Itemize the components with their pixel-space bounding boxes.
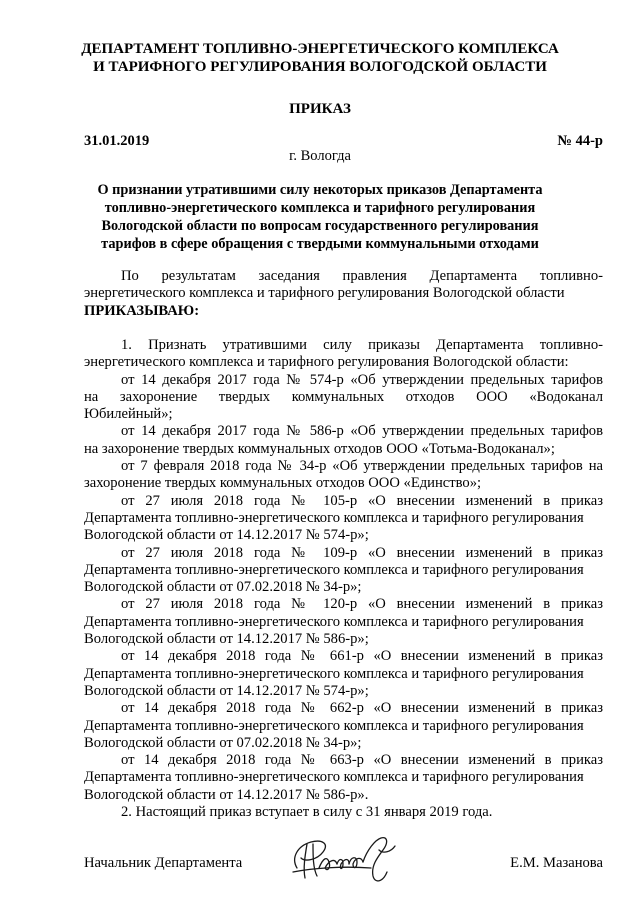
preamble-line: энергетического комплекса и тарифного регулирования Вологодской области [84, 285, 565, 302]
revoked-order-line: Юбилейный»; [84, 406, 173, 423]
order-title-line: топливно-энергетического комплекса и тарифного регулирования [104, 200, 536, 216]
department-header-line-1: ДЕПАРТАМЕНТ ТОПЛИВНО-ЭНЕРГЕТИЧЕСКОГО КОМПЛЕКСА [81, 41, 559, 57]
order-city: г. Вологда [289, 148, 351, 164]
order-word: ПРИКАЗЫВАЮ: [84, 302, 200, 319]
revoked-order-line: от 14 декабря 2018 года № 663-р «О внесении изменений в приказ [121, 752, 603, 769]
order-title-line: О признании утратившими силу некоторых приказов Департамента [97, 182, 543, 198]
revoked-order-line: Департамента топливно-энергетического комплекса и тарифного регулирования [84, 561, 584, 578]
revoked-order-line: от 27 июля 2018 года № 105-р «О внесении изменений в приказ [121, 492, 603, 509]
department-header-line-2: И ТАРИФНОГО РЕГУЛИРОВАНИЯ ВОЛОГОДСКОЙ ОБЛАСТИ [93, 59, 547, 75]
order-title-line: тарифов в сфере обращения с твердыми коммунальными отходами [101, 236, 539, 252]
preamble [84, 268, 603, 320]
revoked-order-line: от 14 декабря 2018 года № 661-р «О внесении изменений в приказ [121, 648, 603, 665]
revoked-order-line: Вологодской области от 14.12.2017 № 574-р»; [84, 682, 369, 699]
revoked-order-line: на захоронение твердых коммунальных отходов ООО «Тотьма-Водоканал»; [84, 440, 555, 457]
revoked-order-line: от 7 февраля 2018 года № 34-р «Об утверждении предельных тарифов на [121, 458, 603, 475]
order-title-line: Вологодской области по вопросам государственного регулирования [101, 218, 539, 234]
signatory-name: Е.М. Мазанова [510, 855, 603, 871]
revoked-order-line: Вологодской области от 07.02.2018 № 34-р»; [84, 734, 362, 751]
handwritten-signature-icon [283, 828, 403, 890]
revoked-order-line: от 14 декабря 2018 года № 662-р «О внесении изменений в приказ [121, 700, 603, 717]
revoked-order-line: от 14 декабря 2017 года № 574-р «Об утверждении предельных тарифов [121, 371, 603, 388]
revoked-order-line: Вологодской области от 14.12.2017 № 574-р»; [84, 527, 369, 544]
item-1-line: 1. Признать утратившими силу приказы Департамента топливно- [121, 337, 603, 353]
document-type: ПРИКАЗ [289, 101, 351, 117]
revoked-order-line: от 27 июля 2018 года № 109-р «О внесении изменений в приказ [121, 544, 603, 561]
order-number: № 44-р [557, 133, 603, 149]
revoked-order-line: Департамента топливно-энергетического комплекса и тарифного регулирования [84, 769, 584, 786]
revoked-order-line: захоронение твердых коммунальных отходов ООО «Единство»; [84, 475, 482, 492]
revoked-order-line: Департамента топливно-энергетического комплекса и тарифного регулирования [84, 665, 584, 682]
item-1 [84, 337, 603, 821]
preamble-line: По результатам заседания правления Департамента топливно- [121, 268, 603, 284]
item-2: 2. Настоящий приказ вступает в силу с 31 января 2019 года. [121, 804, 493, 821]
signatory-position: Начальник Департамента [84, 855, 243, 871]
revoked-order-line: Департамента топливно-энергетического комплекса и тарифного регулирования [84, 509, 584, 526]
item-1-line: энергетического комплекса и тарифного регулирования Вологодской области: [84, 354, 569, 371]
revoked-order-line: от 27 июля 2018 года № 120-р «О внесении изменений в приказ [121, 596, 603, 613]
revoked-order-line: Департамента топливно-энергетического комплекса и тарифного регулирования [84, 613, 584, 630]
revoked-order-line: Вологодской области от 07.02.2018 № 34-р»; [84, 579, 362, 596]
revoked-order-line: Департамента топливно-энергетического комплекса и тарифного регулирования [84, 717, 584, 734]
revoked-order-line: Вологодской области от 14.12.2017 № 586-р». [84, 786, 369, 803]
order-date: 31.01.2019 [84, 133, 150, 149]
revoked-order-line: от 14 декабря 2017 года № 586-р «Об утверждении предельных тарифов [121, 423, 603, 440]
revoked-order-line: Вологодской области от 14.12.2017 № 586-р»; [84, 631, 369, 648]
revoked-order-line: на захоронение твердых коммунальных отходов ООО «Водоканал [84, 388, 603, 405]
